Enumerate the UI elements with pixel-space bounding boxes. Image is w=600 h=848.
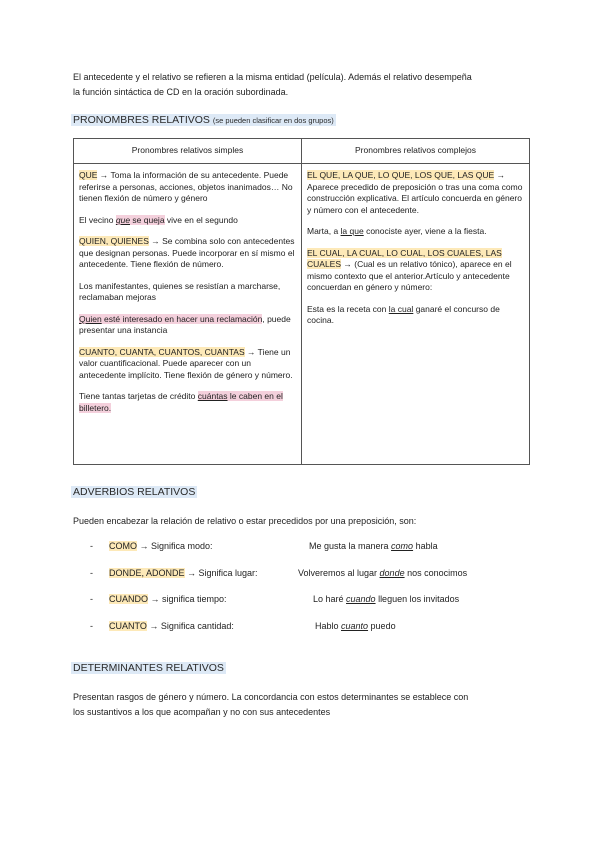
cuanto-desc: → Tiene un valor cuantificacional. Puede aparecer con un antecedente implícito. Tiene flexión de género y número. bbox=[79, 346, 293, 380]
intro-line-1: El antecedente y el relativo se refieren a la misma entidad (película). Además el relativo desempeña bbox=[73, 72, 472, 82]
elcual-example bbox=[307, 304, 524, 327]
adverb-row-cuanto bbox=[0, 621, 600, 635]
quien-example-clause: esté interesado en hacer una reclamación bbox=[101, 313, 263, 324]
intro-line-2: la función sintáctica de CD en la oración subordinada. bbox=[73, 87, 289, 97]
elcual-definition bbox=[307, 248, 524, 294]
que-example-rest: vive en el segundo bbox=[164, 214, 238, 225]
quien-example-rest: , puede presentar una instancia bbox=[79, 313, 291, 335]
que-example bbox=[79, 215, 296, 227]
adverb-row-como bbox=[0, 541, 600, 555]
adverb-cuanto bbox=[109, 621, 234, 631]
adverb-meaning: → Significa cantidad: bbox=[146, 621, 234, 631]
adverb-example-relative: como bbox=[391, 541, 414, 551]
que-example-text: El vecino bbox=[79, 214, 116, 225]
list-dash: - bbox=[90, 541, 93, 551]
adverb-example bbox=[298, 568, 467, 578]
intro-paragraph bbox=[73, 70, 533, 100]
adverb-term: CUANTO bbox=[109, 621, 147, 631]
determinantes-heading: DETERMINANTES RELATIVOS bbox=[73, 662, 224, 674]
adverb-donde bbox=[109, 568, 258, 578]
pronombres-heading-title: PRONOMBRES RELATIVOS bbox=[73, 114, 210, 126]
adverb-example-relative: cuanto bbox=[341, 621, 369, 631]
cell-simple bbox=[74, 164, 302, 465]
pronombres-table bbox=[73, 138, 530, 465]
determinantes-line-2: los sustantivos a los que acompañan y no con sus antecedentes bbox=[73, 707, 331, 717]
quien-definition bbox=[79, 236, 296, 271]
list-dash: - bbox=[90, 621, 93, 631]
adverb-example-rest: puedo bbox=[368, 621, 396, 631]
adverb-term: CUANDO bbox=[109, 594, 149, 604]
adverb-example-rest: nos conocimos bbox=[404, 568, 468, 578]
elcual-example-rest: ganaré el concurso de cocina. bbox=[307, 303, 500, 325]
que-example-relative: que bbox=[115, 214, 131, 225]
pronombres-heading-note: (se pueden clasificar en dos grupos) bbox=[212, 116, 334, 125]
elcual-example-text: Esta es la receta con bbox=[307, 303, 389, 314]
adverbios-heading: ADVERBIOS RELATIVOS bbox=[73, 486, 196, 498]
que-definition bbox=[79, 170, 296, 205]
adverb-example-text: Hablo bbox=[315, 621, 342, 631]
determinantes-paragraph bbox=[73, 690, 533, 720]
adverb-como bbox=[109, 541, 213, 551]
table-body-row bbox=[74, 164, 530, 465]
adverb-example-relative: donde bbox=[379, 568, 405, 578]
cuanto-example bbox=[79, 391, 296, 414]
adverb-example bbox=[315, 621, 396, 631]
que-desc: → Toma la información de su antecedente. Puede referirse a personas, acciones, objetos inanimados… No tienen flexión de número y género bbox=[79, 170, 293, 203]
adverb-example-text: Lo haré bbox=[313, 594, 347, 604]
adverb-example-rest: habla bbox=[413, 541, 438, 551]
pronombres-heading bbox=[71, 114, 336, 126]
adverb-example-text: Volveremos al lugar bbox=[298, 568, 380, 578]
quien-example-relative: Quien bbox=[79, 313, 102, 324]
elque-desc: → Aparece precedido de preposición o tras una coma como construcción explicativa. El artículo concuerda en género y número con el antecedente. bbox=[307, 170, 523, 215]
elque-example-rest: conociste ayer, viene a la fiesta. bbox=[363, 226, 487, 236]
adverbios-intro: Pueden encabezar la relación de relativo o estar precedidos por una preposición, son: bbox=[73, 516, 417, 526]
table-header-row bbox=[74, 139, 530, 164]
adverb-example bbox=[313, 594, 459, 604]
col-header-simple: Pronombres relativos simples bbox=[74, 139, 302, 164]
adverb-term: COMO bbox=[109, 541, 137, 551]
adverb-meaning: → Significa modo: bbox=[137, 541, 213, 551]
cuanto-example-relative: cuántas bbox=[197, 391, 228, 401]
elcual-example-relative: la cual bbox=[388, 303, 414, 314]
que-example-clause: se queja bbox=[130, 214, 165, 225]
elque-term: EL QUE, LA QUE, LO QUE, LOS QUE, LAS QUE bbox=[307, 170, 495, 180]
elque-example-relative: la que bbox=[340, 226, 364, 236]
cell-complex bbox=[302, 164, 530, 465]
adverb-example-rest: lleguen los invitados bbox=[375, 594, 460, 604]
adverb-meaning: → significa tiempo: bbox=[148, 594, 227, 604]
cuanto-term: CUANTO, CUANTA, CUANTOS, CUANTAS bbox=[79, 346, 245, 357]
elcual-term: EL CUAL, LA CUAL, LO CUAL, LOS CUALES, LAS CUALES bbox=[307, 247, 502, 269]
col-header-complex: Pronombres relativos complejos bbox=[302, 139, 530, 164]
list-dash: - bbox=[90, 594, 93, 604]
adverb-meaning: → Significa lugar: bbox=[184, 568, 258, 578]
elque-example bbox=[307, 226, 524, 238]
cuanto-example-clause: le caben en el billetero. bbox=[79, 391, 283, 413]
elque-example-text: Marta, a bbox=[307, 226, 341, 236]
adverb-cuando bbox=[109, 594, 227, 604]
quien-term: QUIEN, QUIENES bbox=[79, 236, 149, 246]
quien-desc: → Se combina solo con antecedentes que designan personas. Puede incorporar en sí mismo el antecedente. Tiene flexión de número. bbox=[79, 236, 295, 269]
que-term: QUE bbox=[79, 170, 98, 180]
quien-example: Los manifestantes, quienes se resistían a marcharse, reclamaban mejoras bbox=[79, 280, 281, 302]
quien-example-2 bbox=[79, 314, 296, 337]
adverb-example bbox=[309, 541, 438, 551]
determinantes-line-1: Presentan rasgos de género y número. La concordancia con estos determinantes se establece con bbox=[73, 692, 469, 702]
cuanto-definition bbox=[79, 347, 296, 382]
adverb-example-relative: cuando bbox=[346, 594, 376, 604]
elque-definition bbox=[307, 170, 524, 216]
adverb-row-donde bbox=[0, 568, 600, 582]
cuanto-example-text: Tiene tantas tarjetas de crédito bbox=[79, 391, 198, 401]
adverb-term: DONDE, ADONDE bbox=[109, 568, 185, 578]
list-dash: - bbox=[90, 568, 93, 578]
adverb-example-text: Me gusta la manera bbox=[309, 541, 392, 551]
adverb-row-cuando bbox=[0, 594, 600, 608]
elcual-desc: → (Cual es un relativo tónico), aparece en el mismo contexto que el anterior.Artículo y antecedente concuerdan en género y número: bbox=[307, 259, 512, 292]
